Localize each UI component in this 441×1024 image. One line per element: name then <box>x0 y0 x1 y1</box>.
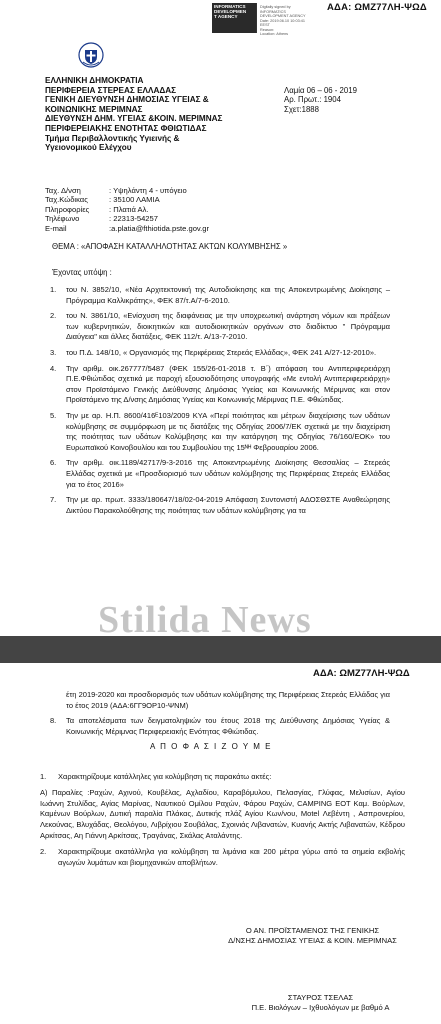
decisions-list <box>40 772 405 873</box>
list-item: 5. Την με αρ. Η.Π. 8600/416ᴱ103/2009 ΚΥΑ «Περί ποιότητας και μέτρων διαχείρισης των υδάτων κολύμβησης σε συμμόρφωση με τις διατάξεις της Οδηγίας 2006/7/ΕΚ σχετικά με την διαχείριση της ποιότητας των υδάτων Κολύμβησης και την κατάργηση της Οδηγίας 76/160/ΕΟΚ» του Ευρωπαϊκού Κοινοβουλίου και του Συμβουλίου της 15ᴺᴴ Φεβρουαρίου 2006. <box>50 410 390 452</box>
having-regard-heading: Έχοντας υπόψη : <box>52 268 112 277</box>
continued-list <box>50 690 390 742</box>
list-item: 8. Τα αποτελέσματα των δειγματοληψιών του έτους 2018 της Διεύθυνσης Δημόσιας Υγείας & Κοινωνικής Μέριμνας Περιφερειακής Ενότητας Φθιώτιδας. <box>50 716 390 736</box>
decision-heading: Α Π Ο Φ Α Σ Ι Ζ Ο Υ Μ Ε <box>150 742 273 751</box>
list-item: 1. του Ν. 3852/10, «Νέα Αρχιτεκτονική της Αυτοδιοίκησης και της Αποκεντρωμένης Διοίκησης – Πρόγραμμα Καλλικράτης», ΦΕΚ 87/τ.Α/7-6-2010. <box>50 285 390 305</box>
signatory-name: ΣΤΑΥΡΟΣ ΤΣΕΛΑΣ Π.Ε. Βιολόγων – Ιχθυολόγων με βαθμό Α <box>251 993 390 1013</box>
digital-signature-details: Digitally signed by INFORMATICS DEVELOPMENT AGENCY Date: 2019.06.10 10:03:41 EEST Reason: Location: Athens <box>256 3 316 33</box>
legal-basis-list <box>50 285 390 521</box>
list-item: 4. Την αριθμ. οικ.267777/5487 (ΦΕΚ 155/26-01-2018 τ. Β΄) απόφαση του Αντιπεριφερειάρχη Π.Ε.Φθιώτιδας σχετικά με παροχή εξουσιοδότησης υπογραφής «Με εντολή Αντιπεριφερειάρχη» στον Προϊστάμενο Γενικής Διεύθυνσης Δημόσιας Υγείας και Κοινωνικής Μέριμνας και στον Προϊστάμενο της Δ/νσης Δημόσιας Υγείας και Κοινωνικής Μέριμνας Π.Ε. Φθιώτιδας. <box>50 363 390 405</box>
signatory-title: Ο ΑΝ. ΠΡΟΪΣΤΑΜΕΝΟΣ ΤΗΣ ΓΕΝΙΚΗΣ Δ/ΝΣΗΣ ΔΗΜΟΣΙΑΣ ΥΓΕΙΑΣ & ΚΟΙΝ. ΜΕΡΙΜΝΑΣ <box>228 926 397 946</box>
greek-emblem-icon <box>78 42 104 68</box>
decision-item: 2. Χαρακτηρίζουμε ακατάλληλα για κολύμβηση τα λιμάνια και 200 μέτρα γύρω από τα σημεία εκβολής αγωγών λυμάτων και βιομηχανικών αποβλήτων. <box>40 846 405 867</box>
list-item: 2. του Ν. 3861/10, «Ενίσχυση της διαφάνειας με την υποχρεωτική ανάρτηση νόμων και πράξεων των κυβερνητικών, διοικητικών και αυτοδιοικητικών οργάνων στο διαδίκτυο " Πρόγραμμα Διαύγεια" και άλλες διατάξεις, ΦΕΚ 112/τ. Α/13-7-2010. <box>50 311 390 342</box>
list-item: 6. Την αριθμ. οικ.1189/42717/9-3-2016 της Αποκεντρωμένης Διοίκησης Θεσσαλίας – Στερεάς Ελλάδας σχετικά με «Προσδιορισμό των υδάτων κολύμβησης της Περιφέρειας Στερεάς Ελλάδας για το έτος 2016» <box>50 458 390 489</box>
list-item: έτη 2019-2020 και προσδιορισμός των υδάτων κολύμβησης της Περιφέρειας Στερεάς Ελλάδας για το έτος 2019 (ΑΔΑ:6ΓΓ9ΟΡ10-ΨΝΜ) <box>66 690 390 710</box>
page-separator <box>0 636 441 663</box>
subject-line: ΘΕΜΑ : «ΑΠΟΦΑΣΗ ΚΑΤΑΛΛΗΛΟΤΗΤΑΣ ΑΚΤΩΝ ΚΟΛΥΜΒΗΣΗΣ » <box>52 242 288 251</box>
suitable-beaches-list: Α) Παραλίες :Ραχών, Αχινού, Κουβέλας, Αχλαδίου, Καραβόμυλου, Πελασγίας, Γλύφας, Μελισίων, Αγίου Ιωάννη Στυλίδας, Αγίας Μαρίνας, Ναυτικού Ομίλου Ραχών, Φάρου Ραχών, CAMPING ΕΟΤ Καμ. Βούρλων, Καμένων Βούρλων, Δυτική παραλία Πλάκας, Δυτικής πλάζ Αγίου Κων/νου, Motel Λεβέντη , Ασπρονερίου, Λεκούνας, Βλυχάδας, Θεολόγου, Λιβρίχιου Σουβάλας, Σχοινιάς Λιβανατών, Κυανής Ακτής Λιβανατών, Κέδρου Αρκίτσας, Αη Γιάννη Αρκίτσας, Τραγάνας, Σκάλας Αταλάντης. <box>40 787 405 840</box>
decision-item: 1. Χαρακτηρίζουμε κατάλληλες για κολύμβηση τις παρακάτω ακτές: <box>40 772 272 781</box>
date-protocol-block: Λαμία 06 – 06 - 2019 Αρ. Πρωτ.: 1904 Σχετ:1888 <box>284 86 357 114</box>
ada-code-page-2: ΑΔΑ: ΩΜΖ77ΛΗ-ΨΩΔ <box>313 668 410 679</box>
digital-signature-stamp: INFORMATICS DEVELOPMEN T AGENCY <box>212 3 256 33</box>
list-item: 3. του Π.Δ. 148/10, « Οργανισμός της Περιφέρειας Στερεάς Ελλάδας», ΦΕΚ 241 Α/27-12-2010». <box>50 347 377 357</box>
contact-details: Ταχ. Δ/νση : Υψηλάντη 4 - υπόγειο Ταχ.Κώδικας : 35100 ΛΑΜΙΑ Πληροφορίες : Πλατιά Αλ. Τηλέφωνο : 22313-54257 E-mail :a.platia@fthiotida.pste.gov.gr <box>45 186 210 233</box>
watermark: Stilida News <box>98 599 312 636</box>
list-item: 7. Την με αρ. πρωτ. 3333/180647/18/02-04-2019 Απόφαση Συντονιστή ΑΔΟΣΘΣΤΕ Αναθεώρησης Δικτύου Παρακολούθησης της ποιότητας των υδάτων κολύμβησης για τα <box>50 495 390 515</box>
issuer-header: ΕΛΛΗΝΙΚΗ ΔΗΜΟΚΡΑΤΙΑ ΠΕΡΙΦΕΡΕΙΑ ΣΤΕΡΕΑΣ ΕΛΛΑΔΑΣ ΓΕΝΙΚΗ ΔΙΕΥΘΥΝΣΗ ΔΗΜΟΣΙΑΣ ΥΓΕΙΑΣ & ΚΟΙΝΩΝΙΚΗΣ ΜΕΡΙΜΝΑΣ ΔΙΕΥΘΥΝΣΗ ΔΗΜ. ΥΓΕΙΑΣ &ΚΟΙΝ. ΜΕΡΙΜΝΑΣ ΠΕΡΙΦΕΡΕΙΑΚΗΣ ΕΝΟΤΗΤΑΣ ΦΘΙΩΤΙΔΑΣ Τμήμα Περιβαλλοντικής Υγιεινής & Υγειονομικού Ελέγχου <box>45 76 223 153</box>
ada-code: ΑΔΑ: ΩΜΖ77ΛΗ-ΨΩΔ <box>327 2 427 13</box>
